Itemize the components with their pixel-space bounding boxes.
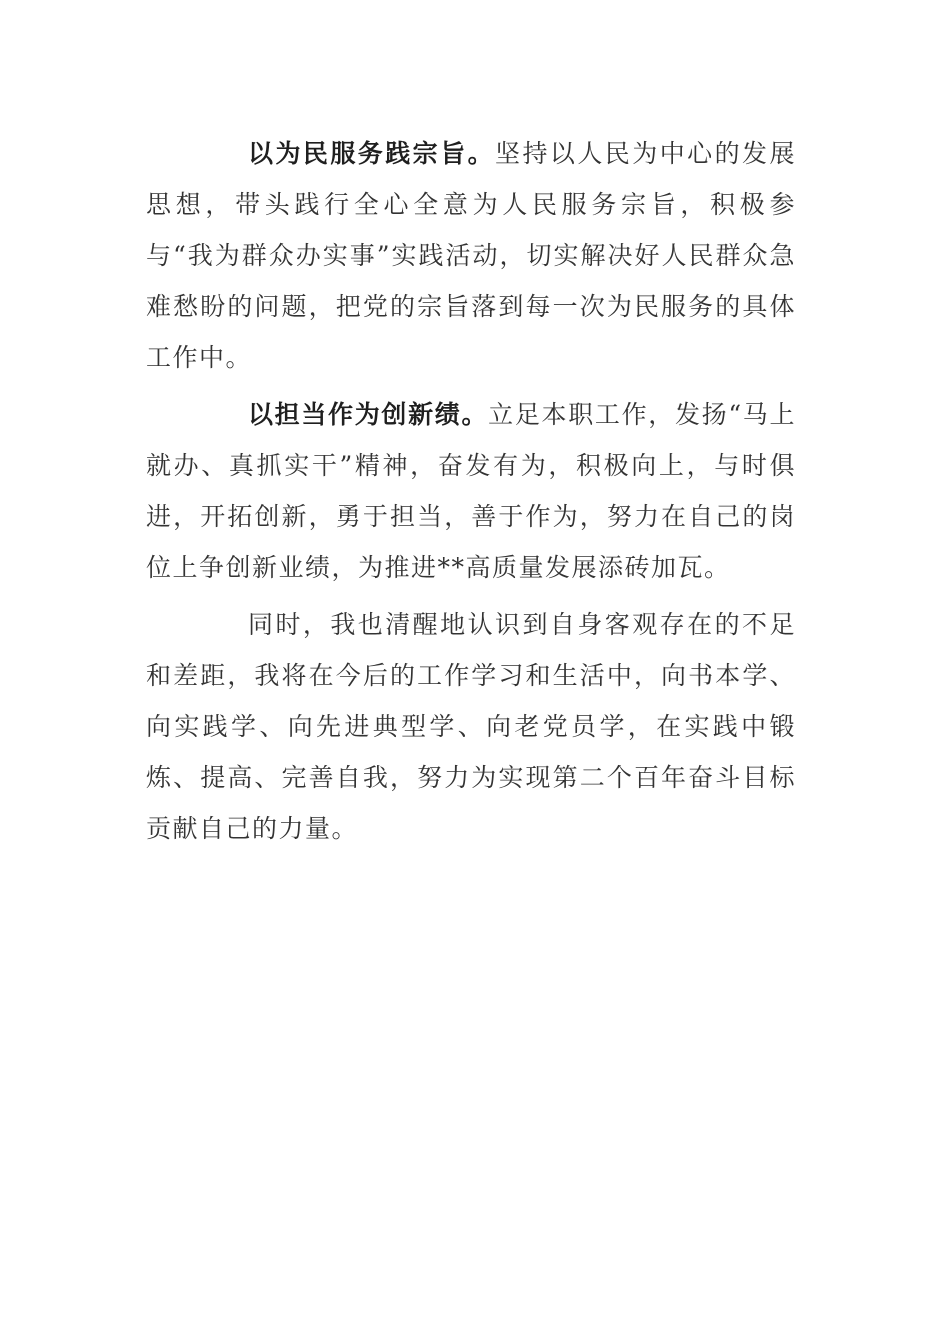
paragraph-text: 立足本职工作，发扬“马上就办、真抓实干”精神，奋发有为，积极向上，与时俱进，开拓创新，勇于担当，善于作为，努力在自己的岗位上争创新业绩，为推进**高质量发展添砖加瓦。 xyxy=(146,400,796,582)
paragraph-self-improvement xyxy=(146,599,796,854)
document-body xyxy=(146,128,796,860)
paragraph-heading: 以担当作为创新绩。 xyxy=(248,400,489,429)
paragraph-text: 坚持以人民为中心的发展思想，带头践行全心全意为人民服务宗旨，积极参与“我为群众办实事”实践活动，切实解决好人民群众急难愁盼的问题，把党的宗旨落到每一次为民服务的具体工作中。 xyxy=(146,139,796,372)
paragraph-text: 同时，我也清醒地认识到自身客观存在的不足和差距，我将在今后的工作学习和生活中，向书本学、向实践学、向先进典型学、向老党员学，在实践中锻炼、提高、完善自我，努力为实现第二个百年奋斗目标贡献自己的力量。 xyxy=(146,610,796,843)
paragraph-heading: 以为民服务践宗旨。 xyxy=(248,139,496,168)
paragraph-serve-people xyxy=(146,128,796,383)
paragraph-responsibility xyxy=(146,389,796,593)
